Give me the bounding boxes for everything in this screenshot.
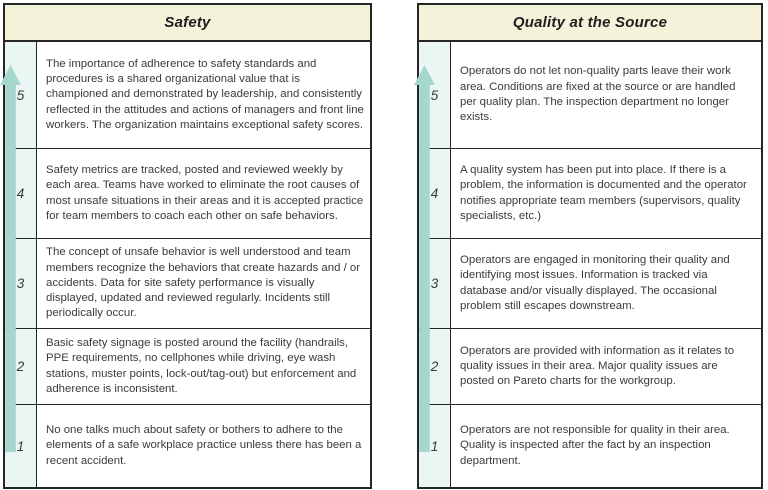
level-number: 2 — [419, 329, 451, 404]
maturity-row-1 — [419, 405, 761, 487]
maturity-row-5 — [5, 42, 370, 149]
maturity-row-2 — [5, 329, 370, 405]
level-description: Safety metrics are tracked, posted and reviewed weekly by each area. Teams have worked to eliminate the root causes of most unsafe situations in their areas and it is accepted practice for team members to coach each other on safe behaviors. — [46, 163, 364, 222]
level-number: 4 — [5, 149, 37, 238]
level-description: The importance of adherence to safety standards and procedures is a shared organizational value that is championed and demonstrated by leadership, and consistently reflected in the attitudes and actions of managers and front line workers. The organization maintains exceptional safety scores. — [46, 57, 364, 131]
maturity-row-5 — [419, 42, 761, 149]
level-description: Operators are not responsible for quality in their area. Quality is inspected after the fact by an inspection department. — [460, 424, 730, 467]
safety-table-title: Safety — [164, 14, 211, 31]
level-number: 1 — [419, 405, 451, 487]
level-description: A quality system has been put into place. If there is a problem, the information is documented and the operator notifies appropriate team members (supervisors, quality specialists, etc.) — [460, 163, 747, 222]
quality-maturity-table — [417, 3, 763, 489]
level-number: 2 — [5, 329, 37, 404]
maturity-row-4 — [5, 149, 370, 239]
level-description: No one talks much about safety or bothers to adhere to the elements of a safe workplace practice unless there has been a recent accident. — [46, 424, 362, 467]
maturity-row-3 — [5, 239, 370, 329]
level-description: Operators are provided with information as it relates to quality issues in their area. Major quality issues are posted on Pareto charts for the workgroup. — [460, 344, 735, 388]
quality-table-header — [419, 5, 761, 42]
level-description: Operators do not let non-quality parts leave their work area. Conditions are fixed at the source or are handled per quality plan. The inspection department no longer exists. — [460, 65, 736, 124]
level-number: 5 — [419, 42, 451, 148]
level-description: Basic safety signage is posted around the facility (handrails, PPE requirements, no cellphones while driving, eye wash stations, muster points, lock-out/tag-out) but enforcement and adherence is inconsistent. — [46, 336, 357, 395]
maturity-row-4 — [419, 149, 761, 239]
maturity-row-2 — [419, 329, 761, 405]
level-description: Operators are engaged in monitoring their quality and identifying most issues. Information is tracked via database and/or visually displayed. The occasional problem still escapes downstream. — [460, 253, 730, 312]
safety-table-header — [5, 5, 370, 42]
level-number: 3 — [419, 239, 451, 328]
quality-table-body — [419, 42, 761, 487]
safety-maturity-table — [3, 3, 372, 489]
level-number: 3 — [5, 239, 37, 328]
level-description: The concept of unsafe behavior is well understood and team members recognize the behaviors that create hazards and / or accidents. Data for site safety performance is visually displayed, updated and reviewed regularly. Incidents still periodically occur. — [46, 246, 361, 320]
level-number: 5 — [5, 42, 37, 148]
level-number: 1 — [5, 405, 37, 487]
safety-table-body — [5, 42, 370, 487]
quality-table-title: Quality at the Source — [512, 14, 668, 31]
level-number: 4 — [419, 149, 451, 238]
maturity-row-1 — [5, 405, 370, 487]
maturity-row-3 — [419, 239, 761, 329]
